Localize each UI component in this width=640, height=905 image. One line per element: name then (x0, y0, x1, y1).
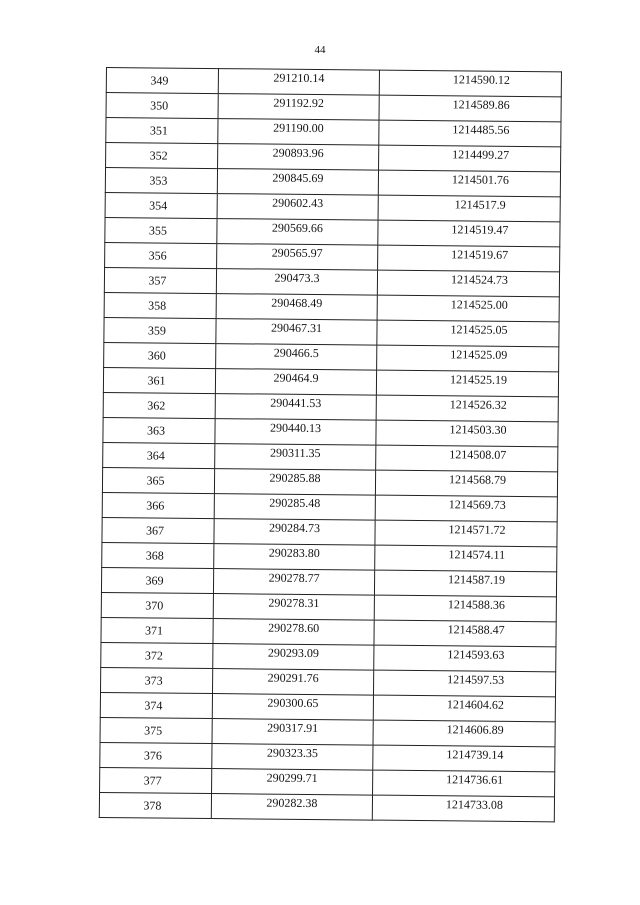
point-number-text: 360 (147, 348, 166, 363)
point-number-text: 366 (146, 498, 165, 513)
y-coordinate-cell (373, 745, 555, 772)
x-coordinate-cell (213, 594, 374, 621)
y-coordinate-cell (375, 495, 557, 522)
point-number-cell (103, 392, 215, 418)
x-coordinate-cell (215, 419, 376, 446)
x-coordinate-cell (213, 569, 374, 596)
x-coordinate-text: 290285.48 (269, 495, 321, 511)
y-coordinate-cell (378, 220, 560, 247)
y-coordinate-text: 1214569.73 (448, 497, 506, 512)
y-coordinate-text: 1214568.79 (448, 472, 507, 487)
point-number-cell (104, 267, 216, 293)
y-coordinate-cell (377, 345, 559, 372)
point-number-cell (106, 118, 218, 144)
x-coordinate-text: 290464.9 (273, 370, 319, 386)
x-coordinate-cell (216, 344, 377, 371)
y-coordinate-text: 1214590.12 (452, 72, 510, 87)
x-coordinate-cell (212, 669, 373, 696)
x-coordinate-text: 290278.60 (268, 620, 320, 636)
y-coordinate-text: 1214733.08 (445, 797, 504, 812)
x-coordinate-text: 290278.31 (268, 595, 320, 611)
y-coordinate-cell (372, 795, 554, 822)
y-coordinate-text: 1214485.56 (452, 122, 510, 137)
x-coordinate-text: 290468.49 (271, 295, 323, 311)
table-row (99, 792, 554, 821)
point-number-text: 363 (146, 423, 166, 438)
y-coordinate-cell (379, 95, 561, 122)
y-coordinate-text: 1214588.47 (447, 622, 505, 637)
point-number-text: 373 (144, 673, 163, 688)
point-number-text: 364 (146, 448, 165, 463)
coordinates-table-body (99, 68, 561, 822)
page-number: 44 (314, 44, 326, 56)
point-number-text: 362 (147, 398, 166, 413)
x-coordinate-cell (216, 269, 377, 296)
x-coordinate-cell (212, 719, 373, 746)
y-coordinate-text: 1214525.05 (450, 322, 508, 337)
point-number-cell (100, 767, 212, 793)
point-number-cell (101, 642, 213, 668)
point-number-cell (106, 143, 218, 169)
y-coordinate-text: 1214524.73 (450, 272, 509, 287)
y-coordinate-cell (377, 320, 559, 347)
x-coordinate-cell (214, 544, 375, 571)
x-coordinate-text: 291192.92 (273, 95, 325, 111)
x-coordinate-cell (213, 644, 374, 671)
y-coordinate-text: 1214606.89 (446, 722, 504, 737)
x-coordinate-text: 291190.00 (273, 120, 324, 136)
coordinates-table-wrapper (99, 67, 562, 822)
y-coordinate-text: 1214526.32 (449, 397, 507, 412)
coordinates-table (99, 67, 562, 822)
y-coordinate-cell (374, 645, 556, 672)
y-coordinate-text: 1214508.07 (449, 447, 507, 462)
point-number-text: 353 (149, 173, 168, 188)
x-coordinate-cell (216, 319, 377, 346)
x-coordinate-cell (212, 744, 373, 771)
y-coordinate-cell (377, 270, 559, 297)
point-number-text: 368 (145, 548, 164, 563)
x-coordinate-text: 290300.65 (267, 695, 319, 711)
point-number-text: 357 (148, 273, 167, 288)
point-number-text: 351 (149, 123, 168, 138)
y-coordinate-text: 1214519.67 (451, 247, 509, 262)
y-coordinate-cell (374, 595, 556, 622)
y-coordinate-text: 1214519.47 (451, 222, 509, 237)
point-number-cell (103, 367, 215, 393)
y-coordinate-cell (378, 170, 560, 197)
y-coordinate-cell (379, 120, 561, 147)
y-coordinate-cell (373, 670, 555, 697)
x-coordinate-text: 290602.43 (272, 195, 324, 211)
y-coordinate-cell (377, 295, 559, 322)
x-coordinate-cell (218, 94, 379, 121)
point-number-cell (105, 168, 217, 194)
point-number-cell (104, 317, 216, 343)
point-number-text: 358 (148, 298, 167, 313)
point-number-text: 371 (145, 623, 164, 638)
point-number-cell (100, 692, 212, 718)
x-coordinate-text: 290467.31 (270, 320, 323, 336)
point-number-cell (103, 417, 215, 443)
x-coordinate-text: 290565.97 (271, 245, 323, 261)
y-coordinate-cell (376, 370, 558, 397)
y-coordinate-text: 1214574.11 (448, 547, 506, 562)
point-number-text: 369 (145, 573, 164, 588)
x-coordinate-cell (214, 469, 375, 496)
point-number-text: 376 (143, 748, 162, 763)
point-number-cell (106, 93, 218, 119)
x-coordinate-text: 290311.35 (269, 445, 321, 461)
point-number-text: 375 (144, 723, 163, 738)
y-coordinate-cell (373, 770, 555, 797)
point-number-cell (105, 242, 217, 268)
x-coordinate-cell (217, 219, 378, 246)
point-number-text: 374 (144, 698, 163, 713)
x-coordinate-cell (215, 394, 376, 421)
x-coordinate-text: 290845.69 (272, 170, 324, 186)
y-coordinate-cell (379, 145, 561, 172)
point-number-cell (104, 292, 216, 318)
point-number-text: 350 (150, 98, 169, 113)
x-coordinate-cell (215, 444, 376, 471)
x-coordinate-cell (215, 369, 376, 396)
point-number-cell (103, 442, 215, 468)
point-number-cell (105, 217, 217, 243)
x-coordinate-text: 290285.88 (269, 470, 321, 486)
x-coordinate-cell (212, 769, 373, 796)
y-coordinate-text: 1214597.53 (447, 672, 505, 687)
y-coordinate-cell (375, 520, 557, 547)
point-number-cell (99, 792, 211, 818)
x-coordinate-text: 290282.38 (266, 795, 318, 811)
point-number-text: 355 (148, 223, 167, 238)
x-coordinate-text: 290283.80 (268, 545, 320, 561)
x-coordinate-cell (217, 244, 378, 271)
y-coordinate-text: 1214604.62 (446, 697, 504, 712)
y-coordinate-text: 1214736.61 (446, 772, 504, 787)
x-coordinate-text: 290299.71 (266, 770, 318, 786)
y-coordinate-cell (378, 245, 560, 272)
y-coordinate-text: 1214525.09 (450, 347, 508, 362)
point-number-text: 367 (145, 523, 165, 538)
y-coordinate-text: 1214739.14 (446, 747, 504, 762)
x-coordinate-cell (214, 494, 375, 521)
point-number-text: 356 (148, 248, 167, 263)
x-coordinate-text: 290291.76 (267, 670, 319, 686)
y-coordinate-cell (378, 195, 560, 222)
y-coordinate-cell (374, 570, 556, 597)
y-coordinate-cell (373, 720, 555, 747)
x-coordinate-cell (218, 119, 379, 146)
x-coordinate-text: 290284.73 (269, 520, 321, 536)
point-number-text: 378 (143, 798, 162, 813)
point-number-cell (101, 617, 213, 643)
point-number-text: 370 (145, 598, 164, 613)
y-coordinate-cell (376, 445, 558, 472)
x-coordinate-text: 290441.53 (270, 395, 322, 411)
x-coordinate-text: 290293.09 (267, 645, 319, 661)
y-coordinate-text: 1214499.27 (452, 147, 510, 162)
y-coordinate-text: 1214503.30 (449, 422, 507, 437)
x-coordinate-text: 291210.14 (273, 70, 325, 86)
point-number-text: 349 (150, 73, 169, 88)
y-coordinate-text: 1214525.00 (450, 297, 508, 312)
x-coordinate-text: 290893.96 (272, 145, 324, 161)
point-number-cell (105, 192, 217, 218)
y-coordinate-text: 1214517.9 (454, 197, 506, 212)
x-coordinate-cell (218, 144, 379, 171)
x-coordinate-cell (211, 794, 372, 821)
x-coordinate-text: 290317.91 (267, 720, 319, 736)
point-number-text: 365 (146, 473, 165, 488)
point-number-cell (101, 567, 213, 593)
y-coordinate-text: 1214588.36 (447, 597, 505, 612)
y-coordinate-cell (376, 420, 558, 447)
point-number-cell (102, 542, 214, 568)
x-coordinate-text: 290473.3 (274, 270, 320, 286)
y-coordinate-cell (376, 395, 558, 422)
point-number-text: 372 (144, 648, 163, 663)
x-coordinate-cell (214, 519, 375, 546)
x-coordinate-cell (217, 169, 378, 196)
y-coordinate-text: 1214525.19 (449, 372, 508, 387)
y-coordinate-text: 1214571.72 (448, 522, 506, 537)
point-number-text: 377 (143, 773, 162, 788)
point-number-text: 359 (147, 323, 167, 338)
y-coordinate-cell (379, 70, 561, 97)
y-coordinate-text: 1214587.19 (448, 572, 506, 587)
x-coordinate-text: 290440.13 (269, 420, 322, 436)
x-coordinate-text: 290569.66 (271, 220, 324, 236)
point-number-cell (104, 342, 216, 368)
point-number-text: 361 (147, 373, 166, 388)
point-number-cell (102, 492, 214, 518)
point-number-cell (106, 68, 218, 94)
y-coordinate-cell (375, 470, 557, 497)
y-coordinate-cell (375, 545, 557, 572)
x-coordinate-text: 290466.5 (273, 345, 319, 361)
y-coordinate-cell (374, 620, 556, 647)
point-number-cell (100, 717, 212, 743)
x-coordinate-text: 290323.35 (266, 745, 318, 761)
y-coordinate-text: 1214589.86 (452, 97, 510, 112)
point-number-cell (100, 742, 212, 768)
y-coordinate-text: 1214593.63 (447, 647, 505, 662)
x-coordinate-cell (217, 194, 378, 221)
point-number-cell (102, 517, 214, 543)
point-number-cell (100, 667, 212, 693)
point-number-text: 354 (149, 198, 168, 213)
x-coordinate-cell (212, 694, 373, 721)
x-coordinate-cell (216, 294, 377, 321)
y-coordinate-text: 1214501.76 (451, 172, 510, 187)
x-coordinate-text: 290278.77 (268, 570, 320, 586)
point-number-cell (102, 467, 214, 493)
x-coordinate-cell (218, 69, 379, 96)
point-number-cell (101, 592, 213, 618)
y-coordinate-cell (373, 695, 555, 722)
point-number-text: 352 (149, 148, 168, 163)
x-coordinate-cell (213, 619, 374, 646)
